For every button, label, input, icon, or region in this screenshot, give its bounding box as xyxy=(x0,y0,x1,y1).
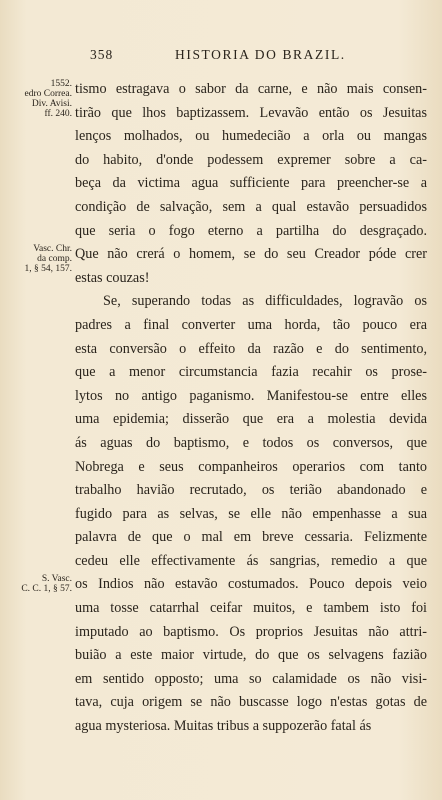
text-line: beça da victima agua sufficiente para preencher-se a xyxy=(75,175,427,192)
text-line: tirão que lhos baptizassem. Levavão então os Jesuitas xyxy=(75,104,427,121)
margin-note-line: da comp. xyxy=(37,254,72,264)
text-line: lenços molhados, ou humedecião a orla ou mangas xyxy=(75,128,427,145)
text-line: padres a final converter uma horda, tão pouco era xyxy=(75,316,427,333)
body-text xyxy=(75,78,427,739)
text-line: do habito, d'onde podessem expremer sobre a ca- xyxy=(75,151,427,168)
text-line: que a menor circumstancia fazia recahir os prose- xyxy=(75,364,427,381)
text-line: condição de salvação, sem a qual estavão persuadidos xyxy=(75,198,427,215)
margin-note-line: ff. 240. xyxy=(44,109,72,119)
text-line: lytos no antigo paganismo. Manifestou-se entre elles xyxy=(75,387,427,404)
text-line: Que não crerá o homem, se do seu Creador póde crer xyxy=(75,246,427,263)
text-line: estas couzas! xyxy=(75,269,150,286)
margin-note xyxy=(2,574,72,594)
running-title: HISTORIA DO BRAZIL. xyxy=(175,47,346,62)
text-line: Se, superando todas as difficuldades, logravão os xyxy=(103,293,427,310)
text-line: buião a este maior virtude, do que os selvagens fazião xyxy=(75,647,427,664)
text-line: fugido para as selvas, se elle não empenhasse a sua xyxy=(75,505,427,522)
page-header xyxy=(0,47,442,67)
text-line: trabalho havião recrutado, os terião abandonado e xyxy=(75,482,427,499)
text-line: ás aguas do baptismo, e todos os conversos, que xyxy=(75,434,427,451)
text-line: uma epidemia; disserão que era a molestia devida xyxy=(75,411,427,428)
text-line: tava, cuja origem se não buscasse logo n'estas gotas de xyxy=(75,694,427,711)
text-line: esta conversão o effeito da razão e do sentimento, xyxy=(75,340,427,357)
margin-note xyxy=(2,244,72,274)
text-line: imputado ao baptismo. Os proprios Jesuitas não attri- xyxy=(75,623,427,640)
text-line: uma tosse catarrhal ceifar muitos, e tambem isto foi xyxy=(75,600,427,617)
text-line: agua mysteriosa. Muitas tribus a suppozerão fatal ás xyxy=(75,718,372,735)
margin-note-line: edro Correa. xyxy=(24,89,72,99)
margin-note-line: C. C. 1, § 57. xyxy=(21,584,72,594)
text-line: os Indios não estavão costumados. Pouco depois veio xyxy=(75,576,427,593)
text-line: em sentido opposto; uma so calamidade os não visi- xyxy=(75,670,427,687)
text-line: cedeu elle effectivamente ás sangrias, remedio a que xyxy=(75,552,427,569)
margin-note-line: Vasc. Chr. xyxy=(33,244,72,254)
page-number: 358 xyxy=(90,47,114,62)
margin-note-line: S. Vasc. xyxy=(41,574,72,584)
margin-note-line: 1, § 54, 157. xyxy=(24,264,72,274)
text-line: Nobrega e seus companheiros operarios com tanto xyxy=(75,458,427,475)
text-line: tismo estragava o sabor da carne, e não mais consen- xyxy=(75,81,427,97)
text-line: que seria o fogo eterno a partilha do desgraçado. xyxy=(75,222,427,239)
text-line: palavra de que o mal em breve cessaria. Felizmente xyxy=(75,529,427,546)
margin-note-line: Div. Avisi. xyxy=(31,99,72,109)
margin-note-line: 1552. xyxy=(50,79,72,89)
margin-note xyxy=(2,79,72,119)
